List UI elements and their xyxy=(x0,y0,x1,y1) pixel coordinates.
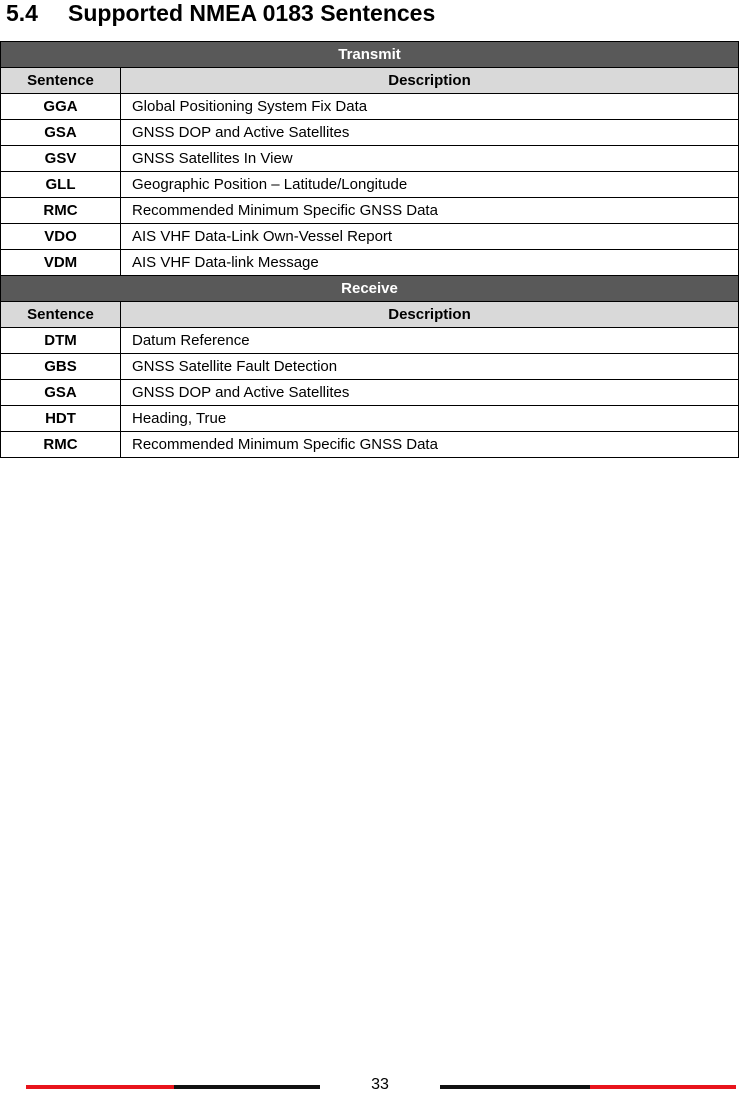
table-row xyxy=(1,250,739,276)
sentence-code: GBS xyxy=(1,354,121,380)
sentence-code: GSA xyxy=(1,120,121,146)
page-number: 33 xyxy=(371,1076,389,1093)
sentence-description: AIS VHF Data-Link Own-Vessel Report xyxy=(121,224,739,250)
table-row xyxy=(1,354,739,380)
transmit-col-description: Description xyxy=(121,68,739,94)
sentence-description: AIS VHF Data-link Message xyxy=(121,250,739,276)
sentence-description: GNSS Satellite Fault Detection xyxy=(121,354,739,380)
sentence-code: GLL xyxy=(1,172,121,198)
transmit-col-sentence: Sentence xyxy=(1,68,121,94)
footer-rule-red-right xyxy=(590,1085,736,1089)
sentence-description: Global Positioning System Fix Data xyxy=(121,94,739,120)
sentence-code: GSA xyxy=(1,380,121,406)
sentence-code: RMC xyxy=(1,198,121,224)
sentence-description: Geographic Position – Latitude/Longitude xyxy=(121,172,739,198)
sentence-code: GSV xyxy=(1,146,121,172)
table-row xyxy=(1,120,739,146)
table-row xyxy=(1,94,739,120)
table-row xyxy=(1,224,739,250)
table-row xyxy=(1,146,739,172)
footer-rule-black-left xyxy=(174,1085,320,1089)
receive-col-sentence: Sentence xyxy=(1,302,121,328)
receive-section-header xyxy=(1,276,739,302)
table-row xyxy=(1,380,739,406)
sentence-description: Recommended Minimum Specific GNSS Data xyxy=(121,198,739,224)
receive-col-description: Description xyxy=(121,302,739,328)
footer-rule-black-right xyxy=(440,1085,590,1089)
sentence-description: Recommended Minimum Specific GNSS Data xyxy=(121,432,739,458)
table-row xyxy=(1,432,739,458)
table-row xyxy=(1,406,739,432)
sentence-description: Datum Reference xyxy=(121,328,739,354)
receive-column-headers xyxy=(1,302,739,328)
sentence-code: RMC xyxy=(1,432,121,458)
transmit-column-headers xyxy=(1,68,739,94)
sentence-code: VDO xyxy=(1,224,121,250)
sentence-code: GGA xyxy=(1,94,121,120)
page-footer xyxy=(0,1078,739,1095)
sentence-description: Heading, True xyxy=(121,406,739,432)
sentence-code: HDT xyxy=(1,406,121,432)
sentence-description: GNSS DOP and Active Satellites xyxy=(121,120,739,146)
table-row xyxy=(1,172,739,198)
section-number: 5.4 xyxy=(6,0,38,26)
table-row xyxy=(1,328,739,354)
footer-rule-red-left xyxy=(26,1085,174,1089)
section-title: Supported NMEA 0183 Sentences xyxy=(68,0,436,26)
table-row xyxy=(1,198,739,224)
sentence-description: GNSS Satellites In View xyxy=(121,146,739,172)
transmit-title: Transmit xyxy=(1,42,739,68)
sentence-code: VDM xyxy=(1,250,121,276)
sentence-description: GNSS DOP and Active Satellites xyxy=(121,380,739,406)
nmea-sentences-table xyxy=(0,41,739,458)
receive-title: Receive xyxy=(1,276,739,302)
sentence-code: DTM xyxy=(1,328,121,354)
transmit-section-header xyxy=(1,42,739,68)
section-heading xyxy=(6,0,435,29)
